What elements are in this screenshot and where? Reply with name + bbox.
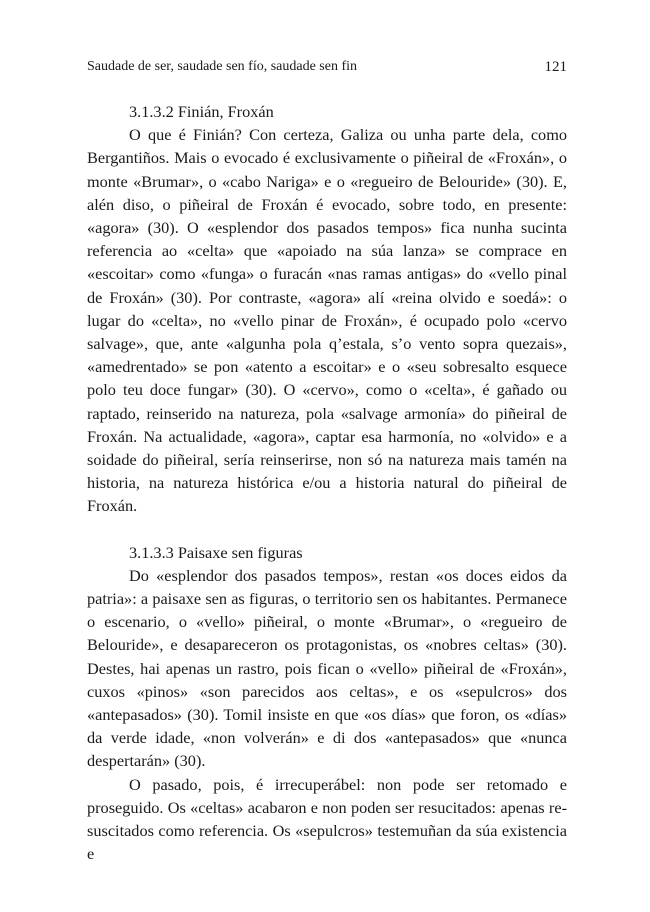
paragraph: Do «esplendor dos pasados tempos», restan «os doces eidos da patria»: a paisaxe sen as figuras, o territorio sen os habitantes. Permanece o escenario, o «vello» piñeiral, o monte «Brumar», o «regueiro de Belouride», e desapareceron os protagonistas, os «nobres celtas» (30). Destes, hai apenas un rastro, pois fican o «vello» piñeiral de «Froxán», cuxos «pinos» «son parecidos aos celtas», e os «sepulcros» dos «antepasados» (30). Tomil insiste en que «os días» que foron, os «días» da verde idade, «non volverán» e di dos «antepasados» que «nunca despertarán» (30).	[87, 565, 567, 771]
section-heading: 3.1.3.2 Finián, Froxán	[129, 102, 274, 121]
section-gap	[87, 518, 567, 541]
page-number: 121	[544, 59, 567, 75]
running-title: Saudade de ser, saudade sen fío, saudade sen fin	[87, 59, 358, 74]
paragraph: O pasado, pois, é irrecuperábel: non pode ser retomado e proseguido. Os «celtas» acabaron e non poden ser resucitados: apenas re-suscitados como referencia. Os «sepulcros» testemuñan da súa existencia e	[87, 774, 567, 864]
paragraph: O que é Finián? Con certeza, Galiza ou unha parte dela, como Bergantiños. Mais o evocado é exclusivamente o piñeiral de «Froxán», o monte «Brumar», o «cabo Nariga» e o «regueiro de Belouride» (30). E, alén diso, o piñeiral de Froxán é evocado, sobre todo, en presente: «agora» (30). O «esplendor dos pasados tempos» fica nunha sucinta referencia ao «celta» que «apoiado na súa lanza» se comprace en «escoitar» como «funga» o furacán «nas ramas antigas» do «vello pinal de Froxán» (30). Por contraste, «agora» alí «reina olvido e soedá»: o lugar do «celta», no «vello pinar de Froxán», é ocupado polo «cervo salvage», que, ante «algunha pola q’estala, s’o vento sopra quezais», «amedrentado» se pon «atento a escoitar» e o «seu sobresalto esquece polo teu doce fungar» (30). O «cervo», como o «celta», é gañado ou raptado, reinserido na natureza, pola «salvage armonía» do piñeiral de Froxán. Na actualidade, «agora», captar esa harmonía, no «olvido» e a soidade do piñeiral, sería reinserirse, non só na natureza mais tamén na historia, na natureza histórica e/ou a historia natural do piñeiral de Froxán.	[87, 125, 567, 516]
section-heading: 3.1.3.3 Paisaxe sen figuras	[129, 542, 303, 562]
body-text	[87, 100, 567, 866]
